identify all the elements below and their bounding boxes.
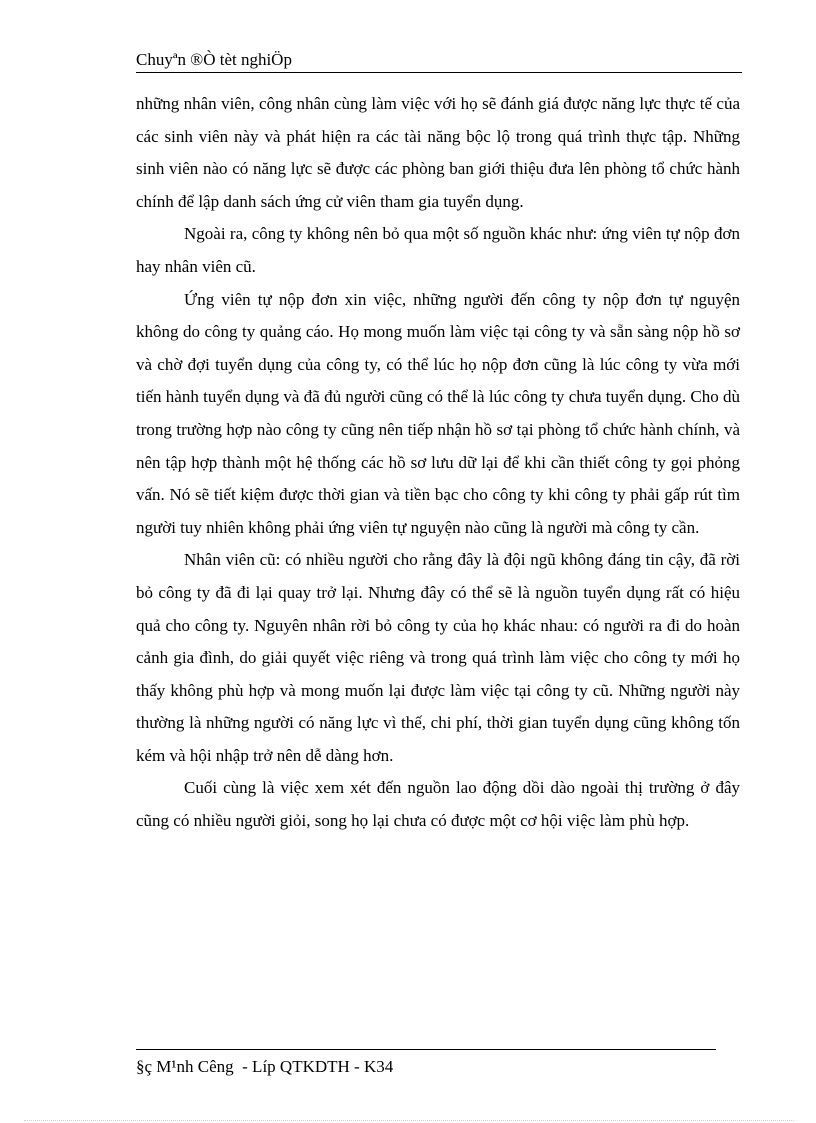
page-header: Chuyªn ®Ò tèt nghiÖp [136, 48, 742, 73]
footer-divider [136, 1049, 716, 1050]
page-bottom-border [24, 1120, 794, 1121]
paragraph-3: Ứng viên tự nộp đơn xin việc, những người đến công ty nộp đơn tự nguyện không do công ty quảng cáo. Họ mong muốn làm việc tại công ty và sẵn sàng nộp hồ sơ và chờ đợi tuyển dụng của công ty, có thể lúc họ nộp đơn cũng là lúc công ty vừa mới tiến hành tuyển dụng và đã đủ người cũng có thể là lúc công ty chưa tuyển dụng. Cho dù trong trường hợp nào công ty cũng nên tiếp nhận hồ sơ tại phòng tổ chức hành chính, và nên tập hợp thành một hệ thống các hồ sơ lưu dữ lại để khi cần thiết công ty gọi phỏng vấn. Nó sẽ tiết kiệm được thời gian và tiền bạc cho công ty khi công ty phải gấp rút tìm người tuy nhiên không phải ứng viên tự nguyện nào cũng là người mà công ty cần. [136, 289, 740, 537]
document-body [136, 88, 740, 838]
page-footer: §ç M¹nh Cêng - Líp QTKDTH - K34 [136, 1057, 394, 1076]
paragraph-5: Cuối cùng là việc xem xét đến nguồn lao động dồi dào ngoài thị trường ở đây cũng có nhiều người giỏi, song họ lại chưa có được một cơ hội việc làm phù hợp. [136, 778, 740, 831]
paragraph-1: những nhân viên, công nhân cùng làm việc với họ sẽ đánh giá được năng lực thực tế của các sinh viên này và phát hiện ra các tài năng bộc lộ trong quá trình thực tập. Những sinh viên nào có năng lực sẽ được các phòng ban giới thiệu đưa lên phòng tổ chức hành chính để lập danh sách ứng cử viên tham gia tuyển dụng. [136, 94, 740, 211]
paragraph-4: Nhân viên cũ: có nhiều người cho rằng đây là đội ngũ không đáng tin cậy, đã rời bỏ công ty đã đi lại quay trở lại. Nhưng đây có thể sẽ là nguồn tuyển dụng rất có hiệu quả cho công ty. Nguyên nhân rời bỏ công ty của họ khác nhau: có người ra đi do hoàn cảnh gia đình, do giải quyết việc riêng và trong quá trình làm việc cho công ty mới họ thấy không phù hợp và mong muốn lại được làm việc tại công ty cũ. Những người này thường là những người có năng lực vì thế, chi phí, thời gian tuyển dụng cũng không tốn kém và hội nhập trở nên dễ dàng hơn. [136, 550, 740, 765]
paragraph-2: Ngoài ra, công ty không nên bỏ qua một số nguồn khác như: ứng viên tự nộp đơn hay nhân viên cũ. [136, 224, 740, 276]
